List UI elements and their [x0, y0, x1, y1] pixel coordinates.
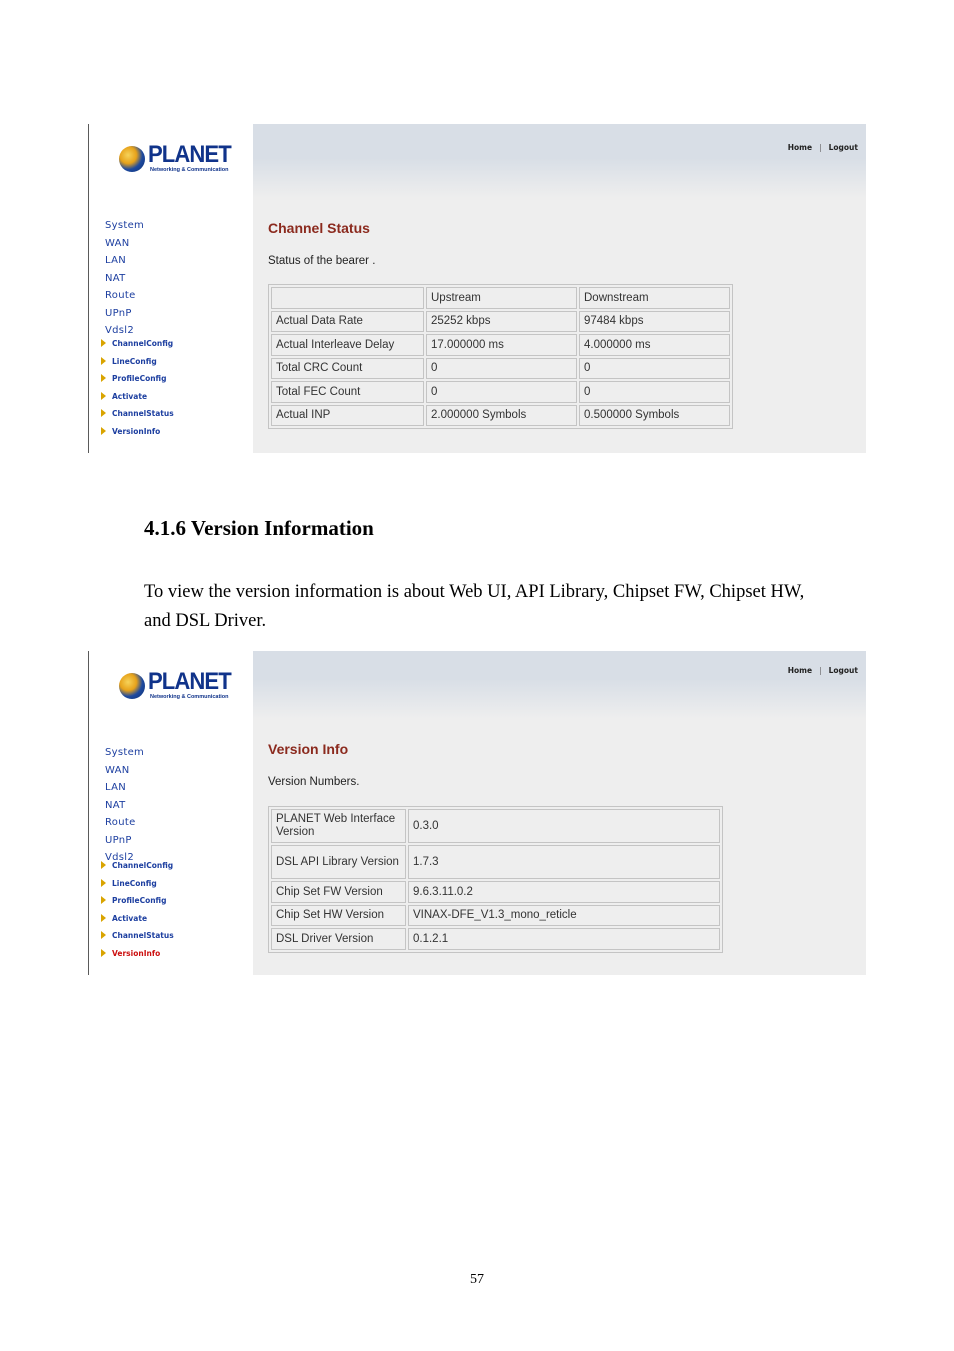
arrow-right-icon: [101, 427, 106, 435]
top-links: [788, 143, 858, 152]
menu-item-wan[interactable]: WAN: [105, 237, 130, 249]
page-title: Channel Status: [268, 220, 370, 236]
menu-item-nat[interactable]: NAT: [105, 272, 126, 284]
table-row: [271, 311, 730, 333]
arrow-right-icon: [101, 374, 106, 382]
row-label: DSL API Library Version: [271, 845, 406, 879]
table-row: [271, 845, 720, 879]
header-cell-empty: [271, 287, 424, 309]
top-links: [788, 666, 858, 675]
table-row: [271, 905, 720, 927]
brand-name: PLANET: [148, 668, 231, 695]
arrow-right-icon: [101, 392, 106, 400]
downstream-value: 0: [579, 381, 730, 403]
version-value: 0.1.2.1: [408, 928, 720, 950]
link-separator: |: [819, 666, 822, 675]
left-nav-pane: [88, 651, 254, 975]
menu-item-vdsl2[interactable]: Vdsl2: [105, 325, 135, 336]
top-bar: [253, 651, 866, 679]
menu-item-system[interactable]: System: [105, 220, 145, 231]
arrow-right-icon: [101, 357, 106, 365]
table-header-row: [271, 287, 730, 309]
submenu-item-channelconfig[interactable]: ChannelConfig: [101, 335, 174, 353]
arrow-right-icon: [101, 879, 106, 887]
menu-item-route[interactable]: Route: [105, 290, 136, 301]
version-value: 0.3.0: [408, 809, 720, 843]
version-value: 1.7.3: [408, 845, 720, 879]
table-row: [271, 809, 720, 843]
header-cell-downstream: Downstream: [579, 287, 730, 309]
arrow-right-icon: [101, 914, 106, 922]
header-band: [253, 158, 866, 198]
menu-item-wan[interactable]: WAN: [105, 764, 130, 776]
arrow-right-icon: [101, 409, 106, 417]
page-description: Version Numbers.: [268, 776, 360, 788]
planet-logo[interactable]: [119, 669, 229, 703]
page-description: Status of the bearer .: [268, 255, 376, 267]
brand-tagline: Networking & Communication: [150, 694, 229, 700]
logout-link[interactable]: Logout: [828, 666, 858, 675]
version-value: VINAX-DFE_V1.3_mono_reticle: [408, 905, 720, 927]
section-paragraph: To view the version information is about Web UI, API Library, Chipset FW, Chipset HW, and DSL Driver.: [144, 582, 805, 631]
downstream-value: 4.000000 ms: [579, 334, 730, 356]
link-separator: |: [819, 143, 822, 152]
section-heading: 4.1.6 Version Information: [144, 516, 374, 540]
submenu-item-profileconfig[interactable]: ProfileConfig: [101, 892, 174, 910]
arrow-right-icon: [101, 896, 106, 904]
version-info-screenshot: [88, 651, 866, 975]
content-pane: [253, 124, 866, 453]
globe-icon: [119, 146, 145, 172]
version-value: 9.6.3.11.0.2: [408, 881, 720, 903]
menu-item-route[interactable]: Route: [105, 817, 136, 828]
logout-link[interactable]: Logout: [828, 143, 858, 152]
row-label: PLANET Web Interface Version: [271, 809, 406, 843]
brand-tagline: Networking & Communication: [150, 167, 229, 173]
brand-name: PLANET: [148, 141, 231, 168]
menu-item-upnp[interactable]: UPnP: [105, 307, 132, 319]
submenu-item-channelstatus[interactable]: ChannelStatus: [101, 405, 174, 423]
table-row: [271, 881, 720, 903]
upstream-value: 2.000000 Symbols: [426, 405, 577, 427]
upstream-value: 0: [426, 358, 577, 380]
table-row: [271, 334, 730, 356]
header-cell-upstream: Upstream: [426, 287, 577, 309]
row-label: Actual Interleave Delay: [271, 334, 424, 356]
submenu-item-lineconfig[interactable]: LineConfig: [101, 353, 174, 371]
downstream-value: 0.500000 Symbols: [579, 405, 730, 427]
main-menu: [105, 744, 144, 867]
row-label: Total CRC Count: [271, 358, 424, 380]
upstream-value: 0: [426, 381, 577, 403]
content-pane: [253, 651, 866, 975]
submenu-item-activate[interactable]: Activate: [101, 388, 174, 406]
row-label: Total FEC Count: [271, 381, 424, 403]
submenu-item-versioninfo[interactable]: VersionInfo: [101, 945, 174, 963]
table-row: [271, 928, 720, 950]
menu-item-lan[interactable]: LAN: [105, 255, 127, 266]
submenu-item-lineconfig[interactable]: LineConfig: [101, 875, 174, 893]
row-label: Actual INP: [271, 405, 424, 427]
arrow-right-icon: [101, 949, 106, 957]
menu-item-vdsl2[interactable]: Vdsl2: [105, 852, 135, 863]
table-row: [271, 358, 730, 380]
submenu-item-channelconfig[interactable]: ChannelConfig: [101, 857, 174, 875]
row-label: Chip Set FW Version: [271, 881, 406, 903]
channel-status-screenshot: [88, 124, 866, 453]
arrow-right-icon: [101, 861, 106, 869]
vdsl2-submenu: [101, 335, 174, 440]
home-link[interactable]: Home: [787, 143, 813, 152]
planet-logo[interactable]: [119, 142, 229, 176]
downstream-value: 0: [579, 358, 730, 380]
left-nav-pane: [88, 124, 254, 453]
upstream-value: 25252 kbps: [426, 311, 577, 333]
globe-icon: [119, 673, 145, 699]
menu-item-upnp[interactable]: UPnP: [105, 834, 132, 846]
table-row: [271, 381, 730, 403]
row-label: Chip Set HW Version: [271, 905, 406, 927]
arrow-right-icon: [101, 931, 106, 939]
menu-item-nat[interactable]: NAT: [105, 799, 126, 811]
arrow-right-icon: [101, 339, 106, 347]
submenu-item-versioninfo[interactable]: VersionInfo: [101, 423, 174, 441]
downstream-value: 97484 kbps: [579, 311, 730, 333]
row-label: DSL Driver Version: [271, 928, 406, 950]
main-menu: [105, 217, 144, 340]
header-band: [253, 679, 866, 719]
vdsl2-submenu: [101, 857, 174, 962]
page-number: 57: [470, 1272, 484, 1287]
version-info-table: [268, 806, 723, 953]
upstream-value: 17.000000 ms: [426, 334, 577, 356]
submenu-item-activate[interactable]: Activate: [101, 910, 174, 928]
row-label: Actual Data Rate: [271, 311, 424, 333]
submenu-item-profileconfig[interactable]: ProfileConfig: [101, 370, 174, 388]
table-row: [271, 405, 730, 427]
home-link[interactable]: Home: [787, 666, 813, 675]
top-bar: [253, 124, 866, 158]
submenu-item-channelstatus[interactable]: ChannelStatus: [101, 927, 174, 945]
page-title: Version Info: [268, 741, 349, 757]
channel-status-table: [268, 284, 733, 429]
menu-item-system[interactable]: System: [105, 747, 145, 758]
menu-item-lan[interactable]: LAN: [105, 782, 127, 793]
